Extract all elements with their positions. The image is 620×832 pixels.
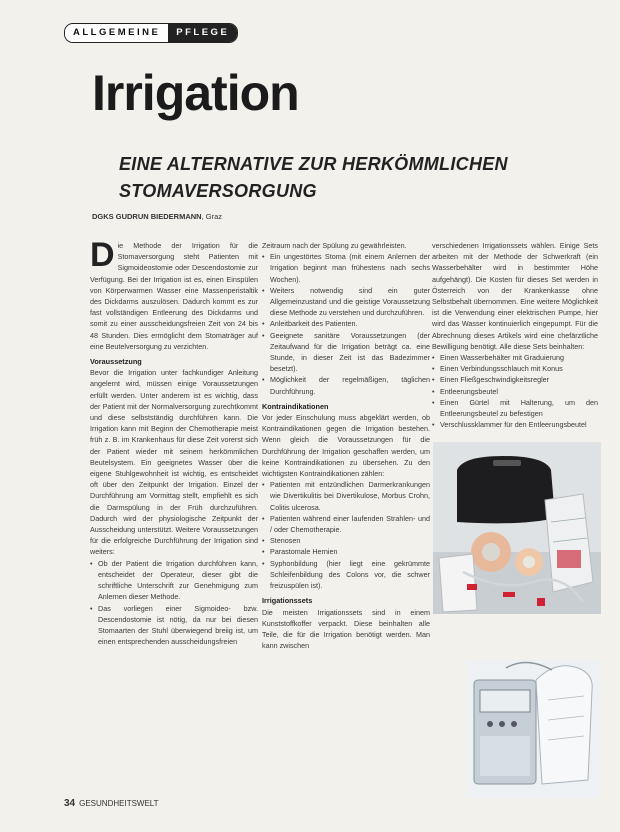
subtitle-line-1: EINE ALTERNATIVE ZUR HERKÖMMLICHEN <box>119 154 508 174</box>
irrigation-kit-illustration <box>433 442 601 614</box>
list-item: • Weiters notwendig sind ein guter Allgemeinzustand und die geistige Voraussetzung diese Methode zu verstehen und durchzuführen. <box>270 285 430 319</box>
list-item: • Einen Wasserbehälter mit Graduierung <box>440 352 598 363</box>
body-paragraph: Bevor die Irrigation unter fachkundiger Anleitung angelernt wird, müssen einige Voraussetzungen erfüllt werden. Unter anderem ist es wichtig, dass der Patient mit der Normalversorgung zurechtkommt und diese selbstständig durchführen kann. Die Irrigation kann mit Beginn der Chemotherapie meist früh z. B. im Krankenhaus für diese Zeit vorerst sich der Patient wieder mit seinem herkömmlichen Beutelsystem. Ein geeignetes Wasser über die eigene Stuhlgewohnheit ist wichtig, es entscheidet oft über den Zeitpunkt der Irrigation. Einzel der Durchführung am Vormittag stellt, empfiehlt es sich die Darmspülung in der Früh durchzuführen. Dadurch wird der physiologische Zeitpunkt der Ausscheidung unterstützt. Weitere Voraussetzungen für die erfolgreiche Durchführung der Irrigation sind weiters: <box>90 368 258 557</box>
intro-paragraph <box>90 236 258 352</box>
article-title: Irrigation <box>92 65 299 121</box>
intro-text: ie Methode der Irrigation für die Stomaversorgung steht Patienten mit Sigmoideostomie oder Descendostomie zur Verfügung. Bei der Irrigation ist es, einen Einspülen von Körperwarmen Wasser eine Massenperistaltik des Dickdarms auszulösen. Dadurch kommt es zur fast vollständigen Entleerung des Dickdarms und somit zu einer ausscheidungsfreien Zeit von 24 bis 48 Stunden. Dies ermöglicht dem Stomaträger auf eine Beutelversorgung zu verzichten. <box>90 241 258 351</box>
author-name: DGKS GUDRUN BIEDERMANN <box>92 212 202 221</box>
list-item: • Stenosen <box>270 535 430 546</box>
page-number: 34 <box>64 798 76 809</box>
body-paragraph: Die meisten Irrigationssets sind in einem Kunststoffkoffer verpackt. Diese beinhalten alle Teile, die für die Irrigation benötigt werden. Man kann zwischen <box>262 607 430 651</box>
list-item: • Einen Verbindungsschlauch mit Konus <box>440 363 598 374</box>
text-column-2 <box>262 240 430 651</box>
heading-voraussetzung: Voraussetzung <box>90 357 142 367</box>
heading-kontraindikationen: Kontraindikationen <box>262 401 329 411</box>
subtitle-line-2: STOMAVERSORGUNG <box>119 181 317 201</box>
list-item: • Einen Fließgeschwindigkeitsregler <box>440 374 598 385</box>
list-item: • Verschlussklammer für den Entleerungsbeutel <box>440 419 598 430</box>
section-label: ALLGEMEINE <box>65 24 168 42</box>
text-column-3 <box>432 240 598 430</box>
irrigation-kit-photo <box>433 442 601 614</box>
subsection-label: PFLEGE <box>168 24 237 42</box>
section-tag <box>64 23 238 43</box>
bullet-list <box>90 558 258 648</box>
continuation-paragraph: Zeitraum nach der Spülung zu gewährleisten. <box>262 241 407 250</box>
author-line <box>92 212 222 221</box>
list-item: • Patienten mit entzündlichen Darmerkrankungen wie Divertikulitis bei Divertikulose, Morbus Crohn, Colitis ulcerosa. <box>270 479 430 513</box>
page-footer <box>64 798 159 809</box>
text-column-1 <box>90 236 258 647</box>
heading-irrigationssets: Irrigationssets <box>262 596 313 606</box>
list-item: • Das vorliegen einer Sigmoideo- bzw. Descendostomie ist nötig, da nur bei diesen Stomaarten der Stuhl überwiegend breiig ist, um einen entsprechenden ausscheidungsfreien <box>98 603 258 648</box>
bullet-list <box>432 352 598 430</box>
author-location: , Graz <box>201 212 223 221</box>
list-item: • Anleitbarkeit des Patienten. <box>270 318 430 329</box>
list-item: • Entleerungsbeutel <box>440 386 598 397</box>
list-item: • Möglichkeit der regelmäßigen, täglichen Durchführung. <box>270 374 430 396</box>
dropcap: D <box>90 236 115 274</box>
irrigation-pump-illustration <box>466 660 600 798</box>
bullet-list <box>262 479 430 591</box>
body-paragraph: Vor jeder Einschulung muss abgeklärt werden, ob Kontraindikationen gegen die Irrigation bestehen. Wenn gleich die Voraussetzungen für die Durchführung der Irrigation geschaffen werden, um keine Kontraindikationen zu übersehen. Zu den wichtigsten Kontraindikationen zählen: <box>262 413 430 479</box>
body-paragraph: verschiedenen Irrigationssets wählen. Einige Sets arbeiten mit der Methode der Schwerkraft (ein Wasserbehälter wird in bestimmter Höhe aufgehängt). Die Kosten für dieses Set werden in Österreich von der Krankenkasse ohne Selbstbehalt übernommen. Eine weitere Möglichkeit ist die Verwendung einer elektrischen Pumpe, hier wird das Wasser kontinuierlich eingepumpt. Für die Abrechnung dieses Artikels wird eine chefärztliche Bewilligung benötigt. Alle diese Sets beinhalten: <box>432 241 598 351</box>
magazine-name: GESUNDHEITSWELT <box>79 799 159 808</box>
list-item: • Ein ungestörtes Stoma (mit einem Anlernen der Irrigation beginnt man frühestens nach sechs Wochen). <box>270 251 430 285</box>
bullet-list <box>262 251 430 397</box>
list-item: • Ob der Patient die Irrigation durchführen kann, entscheidet der Operateur, dieser gibt die schriftliche Unterschrift zur Genehmigung zum Anlernen dieser Methode. <box>98 558 258 603</box>
list-item: • Syphonbildung (hier liegt eine gekrümmte Schleifenbildung des Colons vor, die schwer freizuspülen ist). <box>270 558 430 592</box>
list-item: • Patienten während einer laufenden Strahlen- und / oder Chemotherapie. <box>270 513 430 535</box>
list-item: • Einen Gürtel mit Halterung, um den Entleerungsbeutel zu befestigen <box>440 397 598 419</box>
list-item: • Parastomale Hernien <box>270 546 430 557</box>
irrigation-pump-photo <box>466 660 600 798</box>
article-subtitle <box>119 151 508 205</box>
list-item: • Geeignete sanitäre Voraussetzungen (der Zeitaufwand für die Irrigation beträgt ca. eine Stunde, in dieser Zeit ist das Badezimmer besetzt). <box>270 330 430 375</box>
